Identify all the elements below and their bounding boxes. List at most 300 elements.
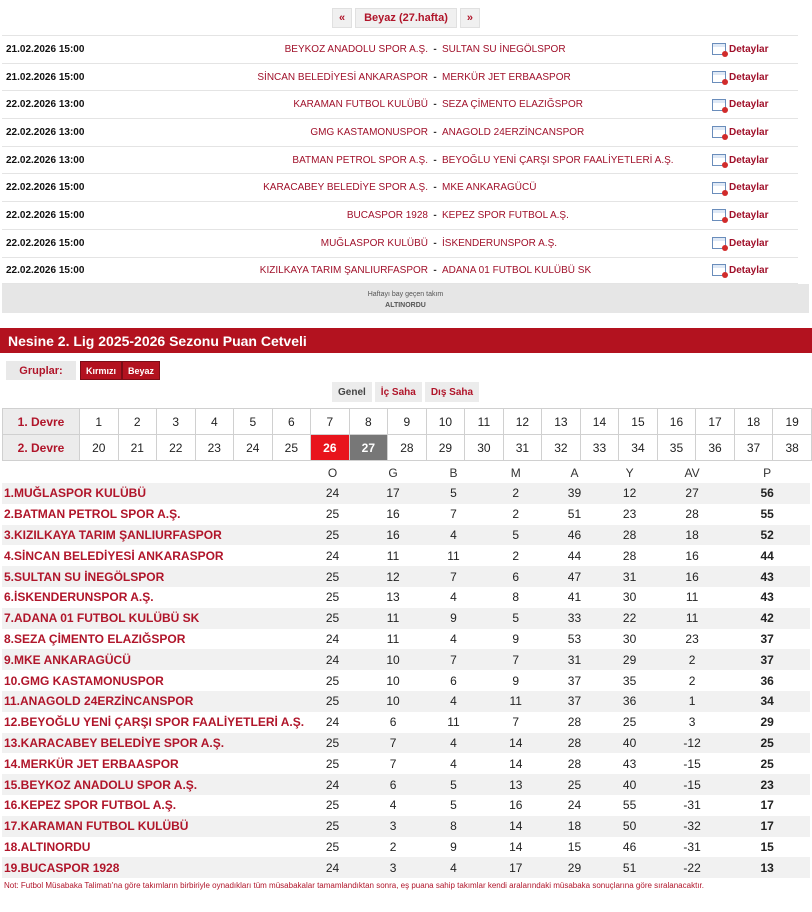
points-cell: 36 [724,670,810,691]
stat-cell: 3 [660,712,725,733]
fixture-home-team[interactable]: MUĞLASPOR KULÜBÜ [320,237,428,249]
document-icon [712,182,726,194]
week-cell[interactable]: 27 [349,435,388,461]
points-cell: 25 [724,753,810,774]
fixture-date: 22.02.2026 13:00 [6,154,85,166]
standings-row [2,629,810,650]
week-cell[interactable]: 9 [388,409,427,435]
week-cell[interactable]: 22 [157,435,196,461]
team-name-link[interactable]: 19.BUCASPOR 1928 [2,857,304,878]
week-grid [2,408,812,461]
stat-cell: 25 [304,525,361,546]
stat-cell: 5 [482,608,550,629]
standings-note: Not: Futbol Müsabaka Talimatı'na göre takımların birbiriyle oynadıkları tüm müsabakalar tamamlandıktan sonra, eş puana sahip takımlar kendi aralarındaki müsabaka sonuçlarına göre sıralanacaktır. [4,881,704,890]
week-cell[interactable]: 21 [118,435,157,461]
week-cell[interactable]: 8 [349,409,388,435]
tab-ic-saha[interactable]: İç Saha [375,382,422,402]
stat-cell: -31 [660,795,725,816]
stat-cell: 18 [550,816,600,837]
week-cell[interactable]: 19 [773,409,812,435]
stat-cell: 4 [361,795,425,816]
stat-cell: 7 [361,733,425,754]
stat-cell: 43 [599,753,660,774]
stat-cell: 10 [361,670,425,691]
week-cell[interactable]: 30 [465,435,504,461]
standings-row [2,753,810,774]
stat-cell: 6 [361,712,425,733]
week-cell[interactable]: 16 [657,409,696,435]
stat-cell: 25 [304,504,361,525]
details-link[interactable] [712,154,768,166]
week-cell[interactable]: 37 [734,435,773,461]
standings-row [2,816,810,837]
fixture-away-team[interactable]: BEYOĞLU YENİ ÇARŞI SPOR FAALİYETLERİ A.Ş. [442,154,674,166]
stat-cell: 25 [599,712,660,733]
standings-column-header: M [510,466,521,480]
fixture-row [2,173,798,201]
stat-cell: 53 [550,629,600,650]
standings-row [2,712,810,733]
points-cell: 13 [724,857,810,878]
week-cell[interactable]: 36 [696,435,735,461]
stat-cell: -31 [660,837,725,858]
stat-cell: 3 [361,857,425,878]
fixture-away-team[interactable]: SULTAN SU İNEGÖLSPOR [442,43,566,55]
fixture-date: 22.02.2026 15:00 [6,264,85,276]
stat-cell: 25 [304,733,361,754]
fixture-separator: - [433,99,437,111]
team-name-link[interactable]: 5.SULTAN SU İNEGÖLSPOR [2,566,304,587]
week-cell[interactable]: 6 [272,409,311,435]
week-cell[interactable]: 1 [79,409,118,435]
fixture-separator: - [433,126,437,138]
week-label[interactable]: Beyaz (27.hafta) [355,8,457,28]
stat-cell: 12 [361,566,425,587]
stat-cell: 36 [599,691,660,712]
fixture-away-team[interactable]: ADANA 01 FUTBOL KULÜBÜ SK [442,264,592,276]
fixture-row [2,63,798,91]
week-cell[interactable]: 4 [195,409,234,435]
points-cell: 34 [724,691,810,712]
stat-cell: 16 [660,545,725,566]
standings-row [2,587,810,608]
week-cell[interactable]: 29 [426,435,465,461]
standings-row [2,545,810,566]
week-row-label-second-half: 2. Devre [3,435,80,461]
stat-cell: 24 [304,649,361,670]
fixture-separator: - [433,209,437,221]
fixture-row [2,90,798,118]
stat-cell: 31 [550,649,600,670]
fixture-away-team[interactable]: MKE ANKARAGÜCÜ [442,182,537,194]
fixture-away-team[interactable]: MERKÜR JET ERBAASPOR [442,71,571,83]
week-cell[interactable]: 5 [234,409,273,435]
team-name-link[interactable]: 10.GMG KASTAMONUSPOR [2,670,304,691]
document-icon [712,99,726,111]
week-cell[interactable]: 13 [542,409,581,435]
stat-cell: 9 [482,629,550,650]
prev-week-button[interactable]: « [332,8,352,28]
week-row-second-half [3,435,812,461]
standings-row [2,795,810,816]
team-name-link[interactable]: 2.BATMAN PETROL SPOR A.Ş. [2,504,304,525]
groups-label: Gruplar: [6,361,76,380]
fixture-home-team[interactable]: GMG KASTAMONUSPOR [310,126,428,138]
team-name-link[interactable]: 4.SİNCAN BELEDİYESİ ANKARASPOR [2,545,304,566]
stat-cell: 33 [550,608,600,629]
stat-cell: 12 [599,483,660,504]
week-cell[interactable]: 11 [465,409,504,435]
details-label: Detaylar [729,264,769,276]
stat-cell: 27 [660,483,725,504]
team-name-link[interactable]: 11.ANAGOLD 24ERZİNCANSPOR [2,691,304,712]
team-name-link[interactable]: 8.SEZA ÇİMENTO ELAZIĞSPOR [2,629,304,650]
details-link[interactable] [712,182,768,194]
team-name-link[interactable]: 12.BEYOĞLU YENİ ÇARŞI SPOR FAALİYETLERİ A.Ş. [2,712,304,733]
stat-cell: 25 [304,587,361,608]
week-cell[interactable]: 32 [542,435,581,461]
week-row-label-first-half: 1. Devre [3,409,80,435]
standings-header-row [2,463,810,483]
week-cell[interactable]: 15 [619,409,658,435]
team-name-link[interactable]: 3.KIZILKAYA TARIM ŞANLIURFASPOR [2,525,304,546]
fixture-row [2,257,798,285]
document-icon [712,209,726,221]
stat-cell: 25 [304,753,361,774]
standings-row [2,566,810,587]
week-cell[interactable]: 33 [580,435,619,461]
stat-cell: 24 [304,629,361,650]
stat-cell: 25 [304,837,361,858]
stat-cell: 7 [482,712,550,733]
week-cell[interactable]: 24 [234,435,273,461]
stat-cell: 30 [599,629,660,650]
stat-cell: 25 [304,691,361,712]
stat-cell: 17 [361,483,425,504]
fixture-row [2,229,798,257]
document-icon [712,154,726,166]
fixture-date: 21.02.2026 15:00 [6,43,85,55]
group-selector [6,361,160,380]
stat-cell: 28 [550,712,600,733]
stat-cell: 4 [425,525,482,546]
fixture-date: 22.02.2026 15:00 [6,237,85,249]
stat-cell: 29 [599,649,660,670]
points-cell: 17 [724,816,810,837]
fixture-away-team[interactable]: İSKENDERUNSPOR A.Ş. [442,237,558,249]
document-icon [712,237,726,249]
fixture-list [2,35,798,284]
points-cell: 29 [724,712,810,733]
group-button-kirmizi[interactable]: Kırmızı [80,361,122,380]
stat-cell: 14 [482,753,550,774]
standings-row [2,837,810,858]
stat-cell: -15 [660,753,725,774]
stat-cell: 11 [660,608,725,629]
points-cell: 56 [724,483,810,504]
fixture-home-team[interactable]: SİNCAN BELEDİYESİ ANKARASPOR [257,71,428,83]
team-name-link[interactable]: 1.MUĞLASPOR KULÜBÜ [2,483,304,504]
week-cell[interactable]: 34 [619,435,658,461]
standings-row [2,525,810,546]
points-cell: 52 [724,525,810,546]
fixture-away-team[interactable]: ANAGOLD 24ERZİNCANSPOR [442,126,585,138]
stat-cell: -15 [660,774,725,795]
stat-cell: 11 [425,712,482,733]
details-link[interactable] [712,71,768,83]
week-cell[interactable]: 10 [426,409,465,435]
stat-cell: 25 [304,816,361,837]
next-week-button[interactable]: » [460,8,480,28]
stat-cell: 11 [361,608,425,629]
stat-cell: 7 [425,649,482,670]
stat-cell: 50 [599,816,660,837]
standings-tabs [332,382,479,402]
stat-cell: 6 [425,670,482,691]
team-name-link[interactable]: 15.BEYKOZ ANADOLU SPOR A.Ş. [2,774,304,795]
bye-team: ALTINORDU [385,302,426,309]
standings-column-header: P [763,466,772,480]
details-label: Detaylar [729,209,769,221]
stat-cell: 24 [304,857,361,878]
fixture-row [2,146,798,174]
team-name-link[interactable]: 13.KARACABEY BELEDİYE SPOR A.Ş. [2,733,304,754]
details-link[interactable] [712,209,768,221]
stat-cell: 3 [361,816,425,837]
stat-cell: 2 [482,504,550,525]
points-cell: 55 [724,504,810,525]
week-cell[interactable]: 7 [311,409,350,435]
details-label: Detaylar [729,99,769,111]
week-cell[interactable]: 17 [696,409,735,435]
fixture-row [2,35,798,63]
details-label: Detaylar [729,126,769,138]
week-cell[interactable]: 28 [388,435,427,461]
stat-cell: 6 [361,774,425,795]
week-cell[interactable]: 25 [272,435,311,461]
stat-cell: 2 [482,545,550,566]
details-label: Detaylar [729,71,769,83]
stat-cell: 10 [361,691,425,712]
details-label: Detaylar [729,182,769,194]
stat-cell: 2 [660,670,725,691]
stat-cell: 24 [304,712,361,733]
standings-row [2,483,810,504]
standings-column-header: A [570,466,579,480]
stat-cell: 13 [361,587,425,608]
details-link[interactable] [712,126,768,138]
stat-cell: 25 [304,566,361,587]
standings-row [2,691,810,712]
stat-cell: 37 [550,670,600,691]
document-icon [712,264,726,276]
team-name-link[interactable]: 9.MKE ANKARAGÜCÜ [2,649,304,670]
stat-cell: 44 [550,545,600,566]
stat-cell: 16 [482,795,550,816]
stat-cell: 17 [482,857,550,878]
stat-cell: 28 [660,504,725,525]
stat-cell: 7 [361,753,425,774]
week-cell[interactable]: 18 [734,409,773,435]
stat-cell: 47 [550,566,600,587]
stat-cell: 24 [550,795,600,816]
fixture-separator: - [433,71,437,83]
fixture-row [2,201,798,229]
week-row-first-half [3,409,812,435]
stat-cell: 10 [361,649,425,670]
stat-cell: 4 [425,629,482,650]
details-link[interactable] [712,43,768,55]
week-cell[interactable]: 38 [773,435,812,461]
stat-cell: 5 [425,483,482,504]
week-cell[interactable]: 31 [503,435,542,461]
stat-cell: 11 [425,545,482,566]
details-label: Detaylar [729,154,769,166]
stat-cell: 9 [482,670,550,691]
fixture-date: 22.02.2026 15:00 [6,182,85,194]
stat-cell: -12 [660,733,725,754]
points-cell: 25 [724,733,810,754]
fixture-separator: - [433,264,437,276]
stat-cell: 51 [599,857,660,878]
stat-cell: 13 [482,774,550,795]
team-name-link[interactable]: 7.ADANA 01 FUTBOL KULÜBÜ SK [2,608,304,629]
stat-cell: 4 [425,691,482,712]
team-name-link[interactable]: 17.KARAMAN FUTBOL KULÜBÜ [2,816,304,837]
tab-dis-saha[interactable]: Dış Saha [425,382,479,402]
fixture-separator: - [433,182,437,194]
points-cell: 23 [724,774,810,795]
tab-genel[interactable]: Genel [332,382,372,402]
stat-cell: 11 [361,545,425,566]
standings-row [2,774,810,795]
week-cell[interactable]: 23 [195,435,234,461]
points-cell: 44 [724,545,810,566]
details-label: Detaylar [729,43,769,55]
fixture-date: 21.02.2026 15:00 [6,71,85,83]
stat-cell: 2 [482,483,550,504]
stat-cell: 2 [361,837,425,858]
standings-row [2,649,810,670]
standings-column-header: AV [684,466,700,480]
stat-cell: 55 [599,795,660,816]
details-link[interactable] [712,264,768,276]
fixture-home-team[interactable]: BEYKOZ ANADOLU SPOR A.Ş. [284,43,428,55]
points-cell: 37 [724,629,810,650]
stat-cell: 9 [425,608,482,629]
document-icon [712,43,726,55]
team-name-link[interactable]: 16.KEPEZ SPOR FUTBOL A.Ş. [2,795,304,816]
standings-table [2,463,810,878]
stat-cell: 24 [304,483,361,504]
stat-cell: 35 [599,670,660,691]
points-cell: 37 [724,649,810,670]
group-button-beyaz[interactable]: Beyaz [122,361,160,380]
stat-cell: 30 [599,587,660,608]
league-title: Nesine 2. Lig 2025-2026 Sezonu Puan Cetveli [0,328,812,353]
week-cell[interactable]: 35 [657,435,696,461]
stat-cell: 25 [304,608,361,629]
team-name-link[interactable]: 6.İSKENDERUNSPOR A.Ş. [2,587,304,608]
stat-cell: 25 [304,670,361,691]
stat-cell: -32 [660,816,725,837]
stat-cell: 15 [550,837,600,858]
fixture-date: 22.02.2026 13:00 [6,126,85,138]
stat-cell: 29 [550,857,600,878]
fixture-home-team[interactable]: BATMAN PETROL SPOR A.Ş. [292,154,428,166]
standings-row [2,608,810,629]
stat-cell: 39 [550,483,600,504]
team-name-link[interactable]: 18.ALTINORDU [2,837,304,858]
fixture-date: 22.02.2026 13:00 [6,99,85,111]
stat-cell: 2 [660,649,725,670]
team-name-link[interactable]: 14.MERKÜR JET ERBAASPOR [2,753,304,774]
stat-cell: 4 [425,733,482,754]
bye-label: Haftayı bay geçen takım [367,291,444,298]
standings-column-header: G [388,466,398,480]
stat-cell: 16 [660,566,725,587]
stat-cell: 11 [660,587,725,608]
stat-cell: -22 [660,857,725,878]
week-cell[interactable]: 26 [311,435,350,461]
stat-cell: 28 [550,753,600,774]
document-icon [712,126,726,138]
stat-cell: 6 [482,566,550,587]
stat-cell: 11 [361,629,425,650]
details-link[interactable] [712,99,768,111]
week-cell[interactable]: 3 [157,409,196,435]
stat-cell: 24 [304,774,361,795]
stat-cell: 14 [482,837,550,858]
stat-cell: 7 [425,504,482,525]
details-link[interactable] [712,237,768,249]
fixture-separator: - [433,237,437,249]
stat-cell: 31 [599,566,660,587]
stat-cell: 5 [425,795,482,816]
fixture-away-team[interactable]: SEZA ÇİMENTO ELAZIĞSPOR [442,99,583,111]
points-cell: 42 [724,608,810,629]
fixture-home-team[interactable]: KARACABEY BELEDİYE SPOR A.Ş. [263,182,428,194]
week-cell[interactable]: 2 [118,409,157,435]
week-cell[interactable]: 20 [79,435,118,461]
standings-row [2,504,810,525]
standings-column-header: O [327,466,338,480]
fixture-home-team[interactable]: KIZILKAYA TARIM ŞANLIURFASPOR [259,264,428,276]
stat-cell: 16 [361,525,425,546]
stat-cell: 28 [599,525,660,546]
week-cell[interactable]: 14 [580,409,619,435]
stat-cell: 11 [482,691,550,712]
stat-cell: 16 [361,504,425,525]
standings-column-header: Y [625,466,634,480]
stat-cell: 28 [550,733,600,754]
standings-row [2,857,810,878]
fixture-home-team[interactable]: KARAMAN FUTBOL KULÜBÜ [293,99,428,111]
fixture-away-team[interactable]: KEPEZ SPOR FUTBOL A.Ş. [442,209,569,221]
stat-cell: 23 [599,504,660,525]
week-cell[interactable]: 12 [503,409,542,435]
stat-cell: 22 [599,608,660,629]
fixture-date: 22.02.2026 15:00 [6,209,85,221]
fixture-home-team[interactable]: BUCASPOR 1928 [346,209,428,221]
stat-cell: 40 [599,774,660,795]
points-cell: 17 [724,795,810,816]
document-icon [712,71,726,83]
stat-cell: 5 [482,525,550,546]
points-cell: 43 [724,566,810,587]
standings-row [2,670,810,691]
points-cell: 43 [724,587,810,608]
